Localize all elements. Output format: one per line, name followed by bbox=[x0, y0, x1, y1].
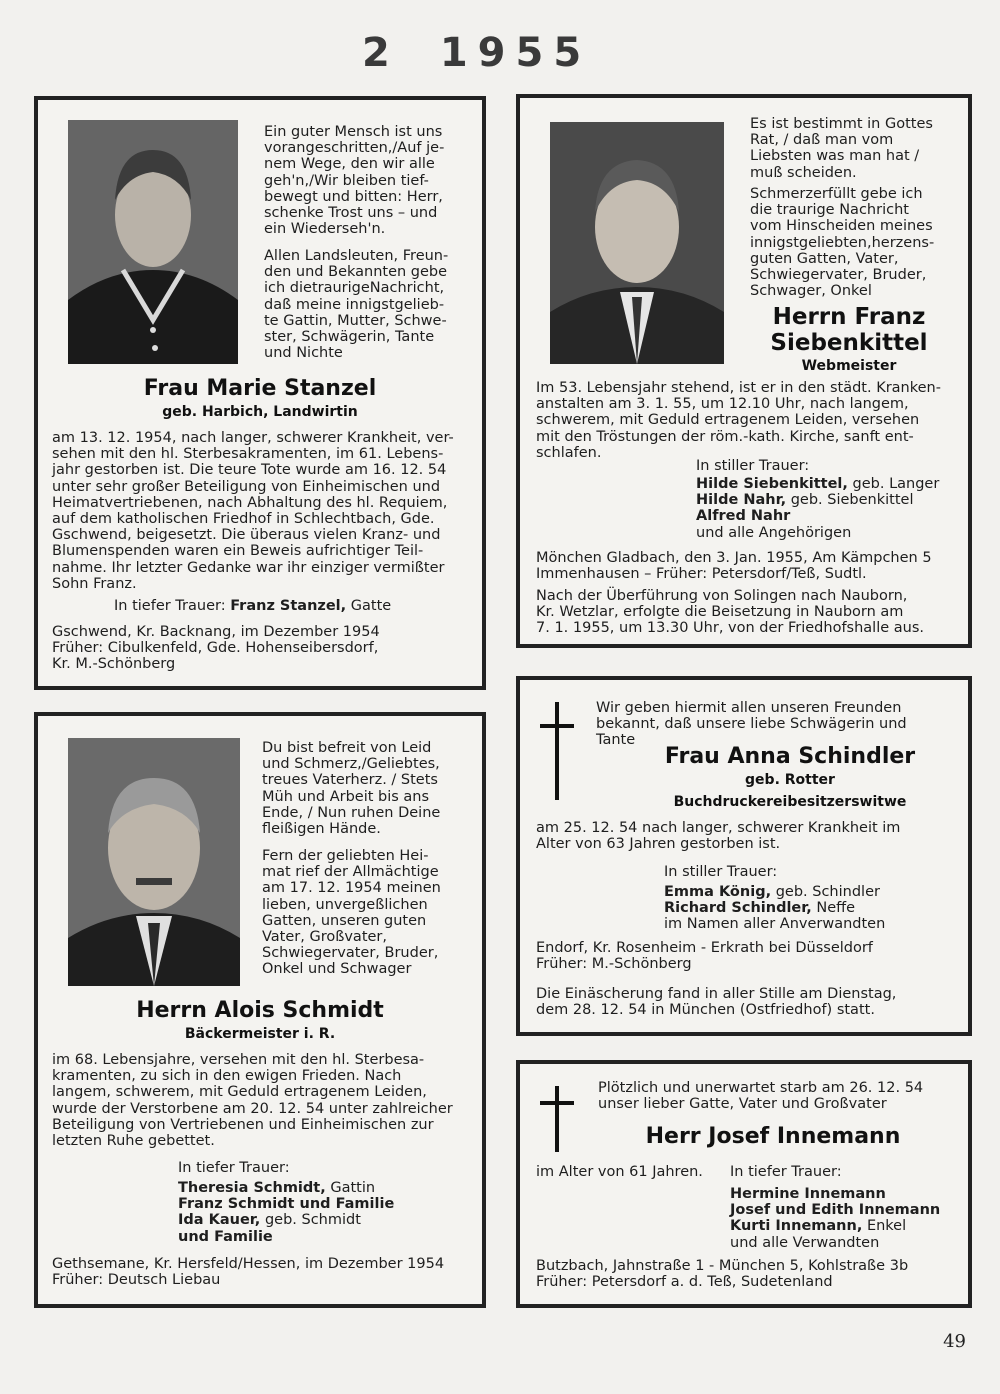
place-text bbox=[536, 550, 956, 582]
verse bbox=[262, 740, 468, 837]
intro-line: Tante bbox=[596, 732, 636, 749]
body-line: letzten Ruhe gebettet. bbox=[52, 1133, 215, 1150]
intro-line: unser lieber Gatte, Vater und Großvater bbox=[598, 1096, 887, 1113]
body-line: schwerem, mit Geduld ertragenem Leiden, versehen bbox=[536, 412, 920, 429]
deceased-subtitle: geb. Rotter bbox=[745, 772, 835, 788]
obituary-schmidt bbox=[34, 712, 486, 1308]
mourners bbox=[696, 476, 956, 541]
burial-line: Kr. Wetzlar, erfolgte die Beisetzung in Nauborn am bbox=[536, 604, 904, 621]
mourner-name: Josef und Edith Innemann bbox=[730, 1202, 941, 1219]
intro-line: Schwiegervater, Bruder, bbox=[262, 945, 439, 962]
portrait-elderly-man-icon bbox=[68, 738, 240, 986]
intro-text bbox=[750, 186, 948, 299]
body-line: nahme. Ihr letzter Gedanke war ihr einziger vermißter bbox=[52, 559, 445, 576]
mourner-name: Franz Schmidt und Familie bbox=[178, 1196, 395, 1213]
verse-line: geh'n,/Wir bleiben tief- bbox=[264, 172, 429, 189]
body-line: schlafen. bbox=[536, 444, 602, 461]
verse-line: Es ist bestimmt in Gottes bbox=[750, 116, 933, 132]
body-line: anstalten am 3. 1. 55, um 12.10 Uhr, nach langem, bbox=[536, 396, 909, 413]
deceased-subtitle: Webmeister bbox=[801, 358, 897, 374]
mourner-row bbox=[178, 1180, 468, 1196]
body-text bbox=[52, 430, 472, 592]
body-line: Gschwend, beigesetzt. Die überaus vielen Kranz- und bbox=[52, 527, 441, 544]
place-text bbox=[52, 1256, 472, 1288]
mourner-relation: geb. Siebenkittel bbox=[790, 492, 914, 509]
mourners bbox=[664, 884, 954, 933]
deceased-name-line-1: Herrn Franz bbox=[772, 304, 926, 330]
intro-text bbox=[598, 1080, 958, 1112]
mourner-relation: geb. Schindler bbox=[775, 884, 880, 900]
mourner-row bbox=[178, 1196, 468, 1212]
cross-icon bbox=[540, 702, 574, 800]
mourner-relation: geb. Schmidt bbox=[264, 1212, 361, 1229]
body-line: Alter von 63 Jahren gestorben ist. bbox=[536, 836, 781, 853]
intro-line: Wir geben hiermit allen unseren Freunden bbox=[596, 700, 902, 716]
mourning-label: In tiefer Trauer: bbox=[178, 1160, 290, 1176]
page-header bbox=[362, 30, 591, 76]
intro-line: Allen Landsleuten, Freun- bbox=[264, 248, 449, 264]
mourner-relation: Neffe bbox=[816, 900, 856, 917]
place-line: Früher: Deutsch Liebau bbox=[52, 1272, 221, 1289]
mourner-name: Hilde Nahr, bbox=[696, 492, 787, 509]
body-line: mit den Tröstungen der röm.-kath. Kirche, sanft ent- bbox=[536, 428, 914, 445]
mourner-row bbox=[664, 916, 954, 932]
intro-line: und Nichte bbox=[264, 345, 343, 362]
mourner-name: und Familie bbox=[178, 1228, 273, 1245]
intro-text bbox=[264, 248, 464, 361]
intro-line: daß meine innigstgelieb- bbox=[264, 296, 445, 313]
mourner-name: Richard Schindler, bbox=[664, 900, 812, 917]
portrait-man-icon bbox=[550, 122, 724, 364]
verse-line: fleißigen Hände. bbox=[262, 821, 381, 838]
place-line: Endorf, Kr. Rosenheim - Erkrath bei Düsseldorf bbox=[536, 940, 873, 956]
body-line: im 68. Lebensjahre, versehen mit den hl. Sterbesa- bbox=[52, 1052, 425, 1068]
intro-line: te Gattin, Mutter, Schwe- bbox=[264, 312, 447, 329]
body-line: Heimatvertriebenen, nach Abhaltung des hl. Requiem, bbox=[52, 494, 448, 511]
deceased-name: Frau Anna Schindler bbox=[664, 744, 916, 769]
burial-line: Die Einäscherung fand in aller Stille am Dienstag, bbox=[536, 986, 897, 1002]
place-line: Früher: M.-Schönberg bbox=[536, 956, 692, 973]
age-text: im Alter von 61 Jahren. bbox=[536, 1164, 703, 1180]
mourner-row bbox=[178, 1212, 468, 1228]
burial-line: 7. 1. 1955, um 13.30 Uhr, von der Friedhofshalle aus. bbox=[536, 620, 925, 637]
portrait-photo-stanzel bbox=[68, 120, 238, 364]
mourning-label: In tiefer Trauer: bbox=[114, 598, 226, 614]
verse-line: Du bist befreit von Leid bbox=[262, 740, 432, 756]
deceased-name: Frau Marie Stanzel bbox=[143, 376, 377, 401]
body-line: auf dem katholischen Friedhof in Schlechtbach, Gde. bbox=[52, 511, 435, 528]
place-line: Mönchen Gladbach, den 3. Jan. 1955, Am Kämpchen 5 bbox=[536, 550, 932, 566]
mourner-row bbox=[696, 508, 956, 524]
mourner-name: Hermine Innemann bbox=[730, 1186, 886, 1202]
body-line: Sohn Franz. bbox=[52, 575, 137, 592]
obituary-innemann bbox=[516, 1060, 972, 1308]
intro-line: lieben, unvergeßlichen bbox=[262, 896, 428, 913]
deceased-name: Herr Josef Innemann bbox=[645, 1124, 901, 1149]
mourner-row bbox=[730, 1235, 960, 1251]
burial-line: dem 28. 12. 54 in München (Ostfriedhof) statt. bbox=[536, 1002, 875, 1019]
mourner-row bbox=[696, 476, 956, 492]
mourner-name: Emma König, bbox=[664, 884, 772, 900]
mourner-name: Hilde Siebenkittel, bbox=[696, 476, 848, 492]
intro-line: guten Gatten, Vater, bbox=[750, 250, 899, 267]
verse-line: Müh und Arbeit bis ans bbox=[262, 788, 430, 805]
body-line: jahr gestorben ist. Die teure Tote wurde am 16. 12. 54 bbox=[52, 462, 447, 479]
portrait-woman-icon bbox=[68, 120, 238, 364]
verse-line: muß scheiden. bbox=[750, 164, 857, 181]
portrait-photo-schmidt bbox=[68, 738, 240, 986]
intro-line: die traurige Nachricht bbox=[750, 202, 909, 219]
intro-line: bekannt, daß unsere liebe Schwägerin und bbox=[596, 716, 907, 733]
place-text bbox=[536, 1258, 956, 1290]
mourner-relation: und alle Angehörigen bbox=[696, 524, 852, 541]
mourner-relation: Gatte bbox=[350, 598, 392, 614]
verse-line: vorangeschritten,/Auf je- bbox=[264, 140, 445, 157]
intro-line: innigstgeliebten,herzens- bbox=[750, 234, 935, 251]
body-line: unter sehr großer Beteiligung von Einheimischen und bbox=[52, 478, 441, 495]
burial-text bbox=[536, 588, 956, 637]
verse-line: treues Vaterherz. / Stets bbox=[262, 772, 438, 789]
mourner-relation: geb. Langer bbox=[852, 476, 940, 492]
body-text bbox=[52, 1052, 472, 1149]
intro-line: Schwager, Onkel bbox=[750, 283, 872, 300]
body-line: Blumenspenden waren ein Beweis aufrichtiger Teil- bbox=[52, 543, 424, 560]
intro-line: ster, Schwägerin, Tante bbox=[264, 329, 435, 346]
deceased-profession: Buchdruckereibesitzerswitwe bbox=[673, 794, 907, 810]
body-line: am 13. 12. 1954, nach langer, schwerer Krankheit, ver- bbox=[52, 430, 454, 446]
mourner-name: Kurti Innemann, bbox=[730, 1218, 863, 1235]
verse bbox=[264, 124, 464, 237]
obituary-schindler bbox=[516, 676, 972, 1036]
cross-icon bbox=[540, 1086, 574, 1152]
mourners bbox=[178, 1180, 468, 1245]
place-line: Butzbach, Jahnstraße 1 - München 5, Kohlstraße 3b bbox=[536, 1258, 909, 1274]
intro-line: Onkel und Schwager bbox=[262, 961, 412, 978]
body-line: Im 53. Lebensjahr stehend, ist er in den städt. Kranken- bbox=[536, 380, 941, 396]
mourner-relation: Gattin bbox=[330, 1180, 376, 1196]
mourner-row bbox=[696, 525, 956, 541]
place-line: Früher: Cibulkenfeld, Gde. Hohenseibersdorf, bbox=[52, 640, 379, 657]
intro-text bbox=[262, 848, 468, 978]
mourner-row bbox=[178, 1229, 468, 1245]
mourner-row bbox=[730, 1186, 960, 1202]
intro-line: Fern der geliebten Hei- bbox=[262, 848, 429, 864]
intro-line: den und Bekannten gebe bbox=[264, 264, 448, 281]
verse-line: schenke Trost uns – und bbox=[264, 205, 438, 222]
portrait-photo-siebenkittel bbox=[550, 122, 724, 364]
mourner-name: Ida Kauer, bbox=[178, 1212, 261, 1229]
intro-line: am 17. 12. 1954 meinen bbox=[262, 880, 441, 897]
mourning-label: In tiefer Trauer: bbox=[730, 1164, 842, 1180]
mourner-name: Franz Stanzel, bbox=[230, 598, 347, 614]
issue-year: 1955 bbox=[439, 30, 592, 76]
mourner-row bbox=[730, 1218, 960, 1234]
mourner-name: Alfred Nahr bbox=[696, 508, 791, 525]
intro-text bbox=[596, 700, 956, 749]
body-line: wurde der Verstorbene am 20. 12. 54 unter zahlreicher bbox=[52, 1100, 453, 1117]
deceased-subtitle: Bäckermeister i. R. bbox=[184, 1026, 336, 1042]
intro-line: vom Hinscheiden meines bbox=[750, 218, 933, 235]
body-line: kramenten, zu sich in den ewigen Frieden. Nach bbox=[52, 1068, 402, 1085]
mourners bbox=[114, 598, 474, 614]
verse-line: Liebsten was man hat / bbox=[750, 148, 920, 165]
verse bbox=[750, 116, 948, 181]
intro-line: mat rief der Allmächtige bbox=[262, 864, 439, 881]
deceased-name: Herrn Alois Schmidt bbox=[136, 998, 384, 1023]
mourning-label: In stiller Trauer: bbox=[664, 864, 778, 880]
mourner-relation: Enkel bbox=[866, 1218, 907, 1235]
mourner-relation: und alle Verwandten bbox=[730, 1234, 880, 1251]
intro-line: Gatten, unseren guten bbox=[262, 912, 427, 929]
body-text bbox=[536, 820, 956, 852]
mourner-row bbox=[696, 492, 956, 508]
intro-line: Schmerzerfüllt gebe ich bbox=[750, 186, 923, 202]
verse-line: Ein guter Mensch ist uns bbox=[264, 124, 443, 140]
body-line: langem, schwerem, mit Geduld ertragenem Leiden, bbox=[52, 1084, 427, 1101]
verse-line: Rat, / daß man vom bbox=[750, 132, 894, 149]
mourner-row bbox=[664, 884, 954, 900]
mourning-label: In stiller Trauer: bbox=[696, 458, 810, 474]
deceased-name-line-2: Siebenkittel bbox=[770, 330, 928, 356]
intro-line: Schwiegervater, Bruder, bbox=[750, 267, 927, 284]
verse-line: bewegt und bitten: Herr, bbox=[264, 188, 443, 205]
place-line: Immenhausen – Früher: Petersdorf/Teß, Sudtl. bbox=[536, 566, 867, 583]
mourners bbox=[730, 1186, 960, 1251]
burial-line: Nach der Überführung von Solingen nach Nauborn, bbox=[536, 588, 908, 604]
place-line: Kr. M.-Schönberg bbox=[52, 656, 176, 673]
deceased-subtitle: geb. Harbich, Landwirtin bbox=[162, 404, 358, 420]
intro-line: ich dietraurigeNachricht, bbox=[264, 280, 445, 297]
verse-line: nem Wege, den wir alle bbox=[264, 156, 435, 173]
mourner-row bbox=[664, 900, 954, 916]
body-line: Beteiligung von Vertriebenen und Einheimischen zur bbox=[52, 1116, 434, 1133]
place-text bbox=[52, 624, 472, 673]
body-text bbox=[536, 380, 956, 461]
place-text bbox=[536, 940, 956, 972]
intro-line: Vater, Großvater, bbox=[262, 929, 387, 946]
mourner-row bbox=[730, 1202, 960, 1218]
place-line: Früher: Petersdorf a. d. Teß, Sudetenland bbox=[536, 1274, 833, 1291]
verse-line: und Schmerz,/Geliebtes, bbox=[262, 756, 440, 773]
verse-line: Ende, / Nun ruhen Deine bbox=[262, 804, 441, 821]
issue-number: 2 bbox=[362, 30, 400, 76]
obituary-siebenkittel bbox=[516, 94, 972, 648]
body-line: am 25. 12. 54 nach langer, schwerer Krankheit im bbox=[536, 820, 901, 836]
verse-line: ein Wiederseh'n. bbox=[264, 221, 386, 238]
body-line: sehen mit den hl. Sterbesakramenten, im 61. Lebens- bbox=[52, 446, 444, 463]
page-number: 49 bbox=[943, 1331, 966, 1352]
place-line: Gethsemane, Kr. Hersfeld/Hessen, im Dezember 1954 bbox=[52, 1256, 445, 1272]
mourner-name: Theresia Schmidt, bbox=[178, 1180, 326, 1196]
intro-line: Plötzlich und unerwartet starb am 26. 12. 54 bbox=[598, 1080, 924, 1096]
obituary-stanzel bbox=[34, 96, 486, 690]
burial-text bbox=[536, 986, 956, 1018]
mourner-relation: im Namen aller Anverwandten bbox=[664, 916, 886, 933]
place-line: Gschwend, Kr. Backnang, im Dezember 1954 bbox=[52, 624, 380, 640]
